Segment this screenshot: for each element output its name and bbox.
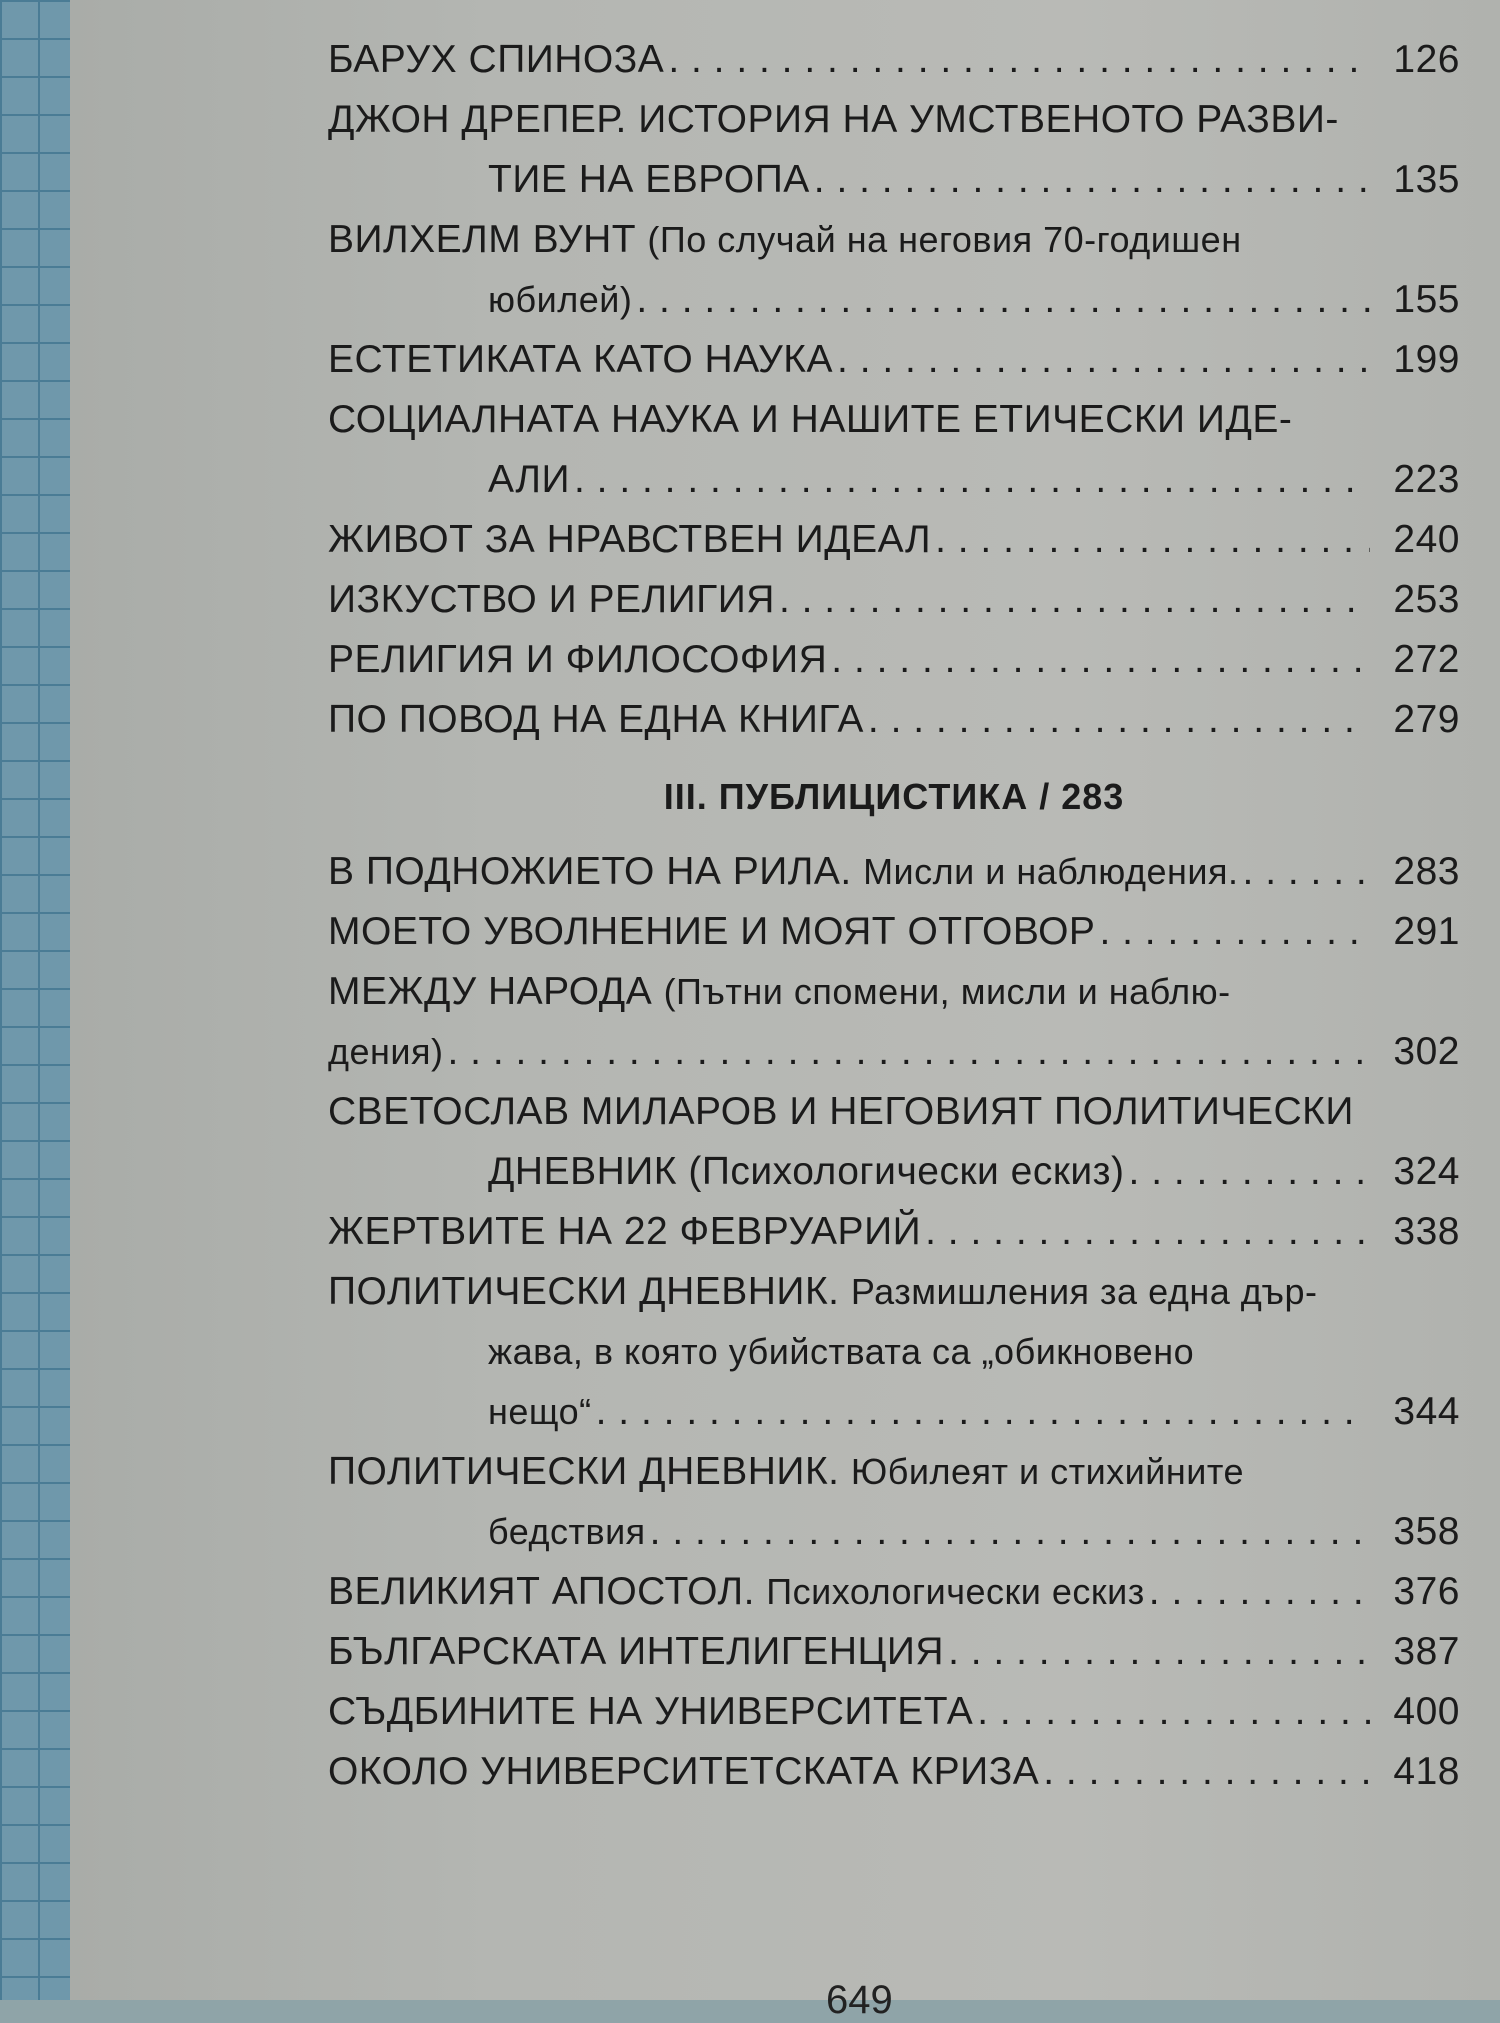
- entry-note: Мисли и наблюдения.: [863, 851, 1239, 892]
- dot-leader: [977, 1682, 1370, 1742]
- toc-entry: [328, 570, 1460, 630]
- entry-title: ВЕЛИКИЯТ АПОСТОЛ.: [328, 1570, 755, 1613]
- toc-entry: [328, 1622, 1460, 1682]
- entry-page: 358: [1393, 1510, 1460, 1553]
- section-heading: III. ПУБЛИЦИСТИКА / 283: [663, 776, 1125, 817]
- entry-title-continuation: дения): [328, 1031, 444, 1072]
- toc-entry: [328, 90, 1460, 210]
- entry-page: 223: [1393, 458, 1460, 501]
- entry-note: Юбилеят и стихийните: [850, 1451, 1244, 1492]
- entry-page: 376: [1393, 1570, 1460, 1613]
- entry-title-continuation: АЛИ: [488, 458, 570, 501]
- dot-leader: [837, 330, 1370, 390]
- entry-title: ПОЛИТИЧЕСКИ ДНЕВНИК.: [328, 1450, 840, 1493]
- dot-leader: [1099, 902, 1370, 962]
- toc-entry: [328, 690, 1460, 750]
- toc-entry: [328, 902, 1460, 962]
- entry-page: 302: [1393, 1030, 1460, 1073]
- toc-entry: [328, 1262, 1460, 1442]
- dot-leader: [948, 1622, 1370, 1682]
- entry-title: БЪЛГАРСКАТА ИНТЕЛИГЕНЦИЯ: [328, 1630, 945, 1673]
- toc-entry: [328, 1082, 1460, 1202]
- toc-entry: [328, 30, 1460, 90]
- entry-page: 135: [1393, 158, 1460, 201]
- entry-title-continuation: ДНЕВНИК (Психологически ескиз): [488, 1150, 1125, 1193]
- dot-leader: [668, 30, 1370, 90]
- entry-note: (Пътни спомени, мисли и наблю-: [663, 971, 1231, 1012]
- dot-leader: [868, 690, 1370, 750]
- toc-entry: [328, 210, 1460, 330]
- table-of-contents: [328, 30, 1460, 1802]
- toc-entry: [328, 630, 1460, 690]
- entry-page: 155: [1393, 278, 1460, 321]
- dot-leader: [925, 1202, 1370, 1262]
- entry-title: ЖЕРТВИТЕ НА 22 ФЕВРУАРИЙ: [328, 1210, 922, 1253]
- entry-title-continuation: бедствия: [488, 1511, 646, 1552]
- dot-leader: [1243, 842, 1370, 902]
- entry-title: СОЦИАЛНАТА НАУКА И НАШИТЕ ЕТИЧЕСКИ ИДЕ-: [328, 398, 1293, 441]
- entry-title: МЕЖДУ НАРОДА: [328, 970, 653, 1013]
- entry-title-continuation: юбилей): [488, 279, 633, 320]
- entry-page: 344: [1393, 1390, 1460, 1433]
- entry-title: СВЕТОСЛАВ МИЛАРОВ И НЕГОВИЯТ ПОЛИТИЧЕСКИ: [328, 1090, 1354, 1133]
- entry-page: 279: [1393, 698, 1460, 741]
- entry-title: В ПОДНОЖИЕТО НА РИЛА.: [328, 850, 852, 893]
- toc-entry: [328, 510, 1460, 570]
- entry-title: ДЖОН ДРЕПЕР. ИСТОРИЯ НА УМСТВЕНОТО РАЗВИ-: [328, 98, 1339, 141]
- entry-page: 126: [1393, 38, 1460, 81]
- entry-title: ИЗКУСТВО И РЕЛИГИЯ: [328, 578, 775, 621]
- entry-title: ЕСТЕТИКАТА КАТО НАУКА: [328, 338, 834, 381]
- dot-leader: [935, 510, 1370, 570]
- entry-page: 283: [1393, 850, 1460, 893]
- dot-leader: [1129, 1142, 1370, 1202]
- entry-title-continuation: нещо“: [488, 1391, 592, 1432]
- toc-entry: [328, 1562, 1460, 1622]
- entry-page: 338: [1393, 1210, 1460, 1253]
- dot-leader: [1043, 1742, 1370, 1802]
- dot-leader: [596, 1382, 1370, 1442]
- entry-title: ЖИВОТ ЗА НРАВСТВЕН ИДЕАЛ: [328, 518, 932, 561]
- dot-leader: [814, 150, 1370, 210]
- toc-entry: [328, 390, 1460, 510]
- toc-entry: [328, 1202, 1460, 1262]
- book-page: [70, 0, 1500, 2022]
- entry-note: Психологически ескиз: [766, 1571, 1145, 1612]
- entry-title-continuation: ТИЕ НА ЕВРОПА: [488, 158, 810, 201]
- entry-title: ОКОЛО УНИВЕРСИТЕТСКАТА КРИЗА: [328, 1750, 1040, 1793]
- dot-leader: [448, 1022, 1371, 1082]
- entry-title: МОЕТО УВОЛНЕНИЕ И МОЯТ ОТГОВОР: [328, 910, 1096, 953]
- toc-entry: [328, 1682, 1460, 1742]
- entry-page: 324: [1393, 1150, 1460, 1193]
- toc-entry: [328, 1742, 1460, 1802]
- entry-page: 272: [1393, 638, 1460, 681]
- entry-page: 253: [1393, 578, 1460, 621]
- dot-leader: [1149, 1562, 1370, 1622]
- dot-leader: [779, 570, 1370, 630]
- footer-page-number: 649: [826, 1978, 893, 2022]
- entry-title: ПО ПОВОД НА ЕДНА КНИГА: [328, 698, 864, 741]
- toc-entry: [328, 330, 1460, 390]
- entry-title: РЕЛИГИЯ И ФИЛОСОФИЯ: [328, 638, 828, 681]
- dot-leader: [831, 630, 1370, 690]
- entry-title: СЪДБИНИТЕ НА УНИВЕРСИТЕТА: [328, 1690, 974, 1733]
- toc-entry: [328, 842, 1460, 902]
- entry-page: 400: [1393, 1690, 1460, 1733]
- entry-page: 240: [1393, 518, 1460, 561]
- dot-leader: [636, 270, 1370, 330]
- entry-note: Размишления за една дър-: [850, 1271, 1318, 1312]
- entry-title: ПОЛИТИЧЕСКИ ДНЕВНИК.: [328, 1270, 840, 1313]
- dot-leader: [574, 450, 1370, 510]
- entry-page: 291: [1393, 910, 1460, 953]
- entry-title: ВИЛХЕЛМ ВУНТ: [328, 218, 637, 261]
- entry-page: 199: [1393, 338, 1460, 381]
- toc-entry: [328, 1442, 1460, 1562]
- entry-note: (По случай на неговия 70-годишен: [647, 219, 1242, 260]
- dot-leader: [650, 1502, 1370, 1562]
- toc-entry: [328, 962, 1460, 1082]
- entry-page: 418: [1393, 1750, 1460, 1793]
- entry-page: 387: [1393, 1630, 1460, 1673]
- entry-title-continuation: жава, в която убийствата са „обикновено: [488, 1331, 1195, 1372]
- entry-title: БАРУХ СПИНОЗА: [328, 38, 665, 81]
